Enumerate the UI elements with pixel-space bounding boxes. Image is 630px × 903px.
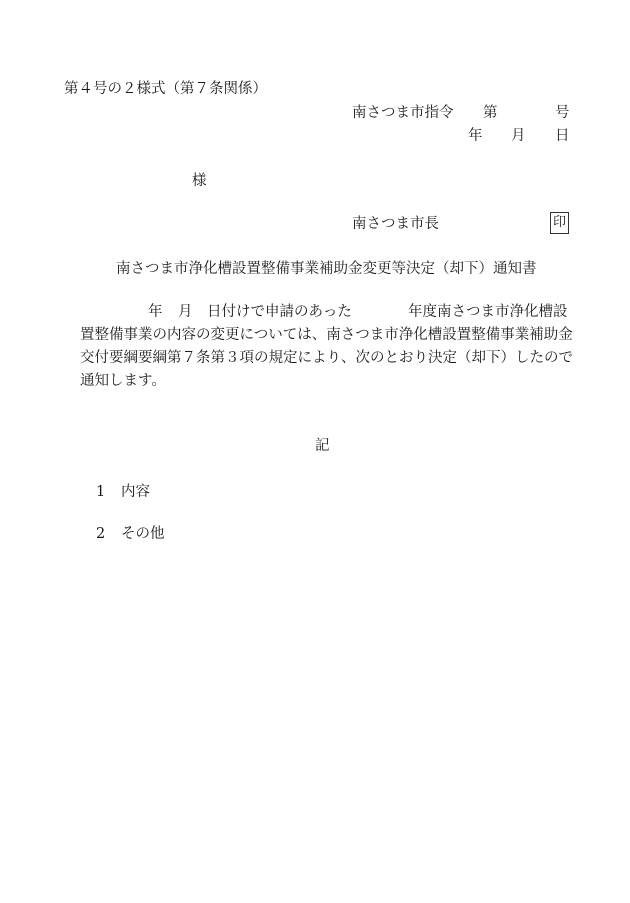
date-year: 年 xyxy=(468,128,483,144)
body-line-2: 置整備事業の内容の変更については、南さつま市浄化槽設置整備事業補助金 xyxy=(80,327,573,343)
item-label-other: その他 xyxy=(121,526,165,542)
reference-go: 号 xyxy=(555,105,570,121)
date-month: 月 xyxy=(511,128,526,144)
ki-heading: 記 xyxy=(315,438,330,454)
body-applied-text: 日付けで申請のあった xyxy=(207,304,352,320)
recipient-honorific: 様 xyxy=(192,173,207,189)
reference-prefix: 南さつま市指令 xyxy=(352,105,454,121)
item-number: 1 xyxy=(96,484,106,500)
body-year: 年 xyxy=(148,304,163,320)
reference-dai: 第 xyxy=(483,105,498,121)
body-fiscal-year-text: 年度南さつま市浄化槽設 xyxy=(408,304,568,320)
item-number: 2 xyxy=(96,526,106,542)
item-label-content: 内容 xyxy=(121,484,150,500)
date-day: 日 xyxy=(555,128,570,144)
seal-mark: 印 xyxy=(550,212,569,234)
body-line-3: 交付要綱要綱第７条第３項の規定により、次のとおり決定（却下）したので xyxy=(80,350,573,366)
form-number: 第４号の２様式（第７条関係） xyxy=(64,81,267,97)
body-line-4: 通知します。 xyxy=(80,373,166,389)
document-title: 南さつま市浄化槽設置整備事業補助金変更等決定（却下）通知書 xyxy=(116,261,537,277)
issuer-name: 南さつま市長 xyxy=(352,216,439,232)
body-month: 月 xyxy=(178,304,193,320)
